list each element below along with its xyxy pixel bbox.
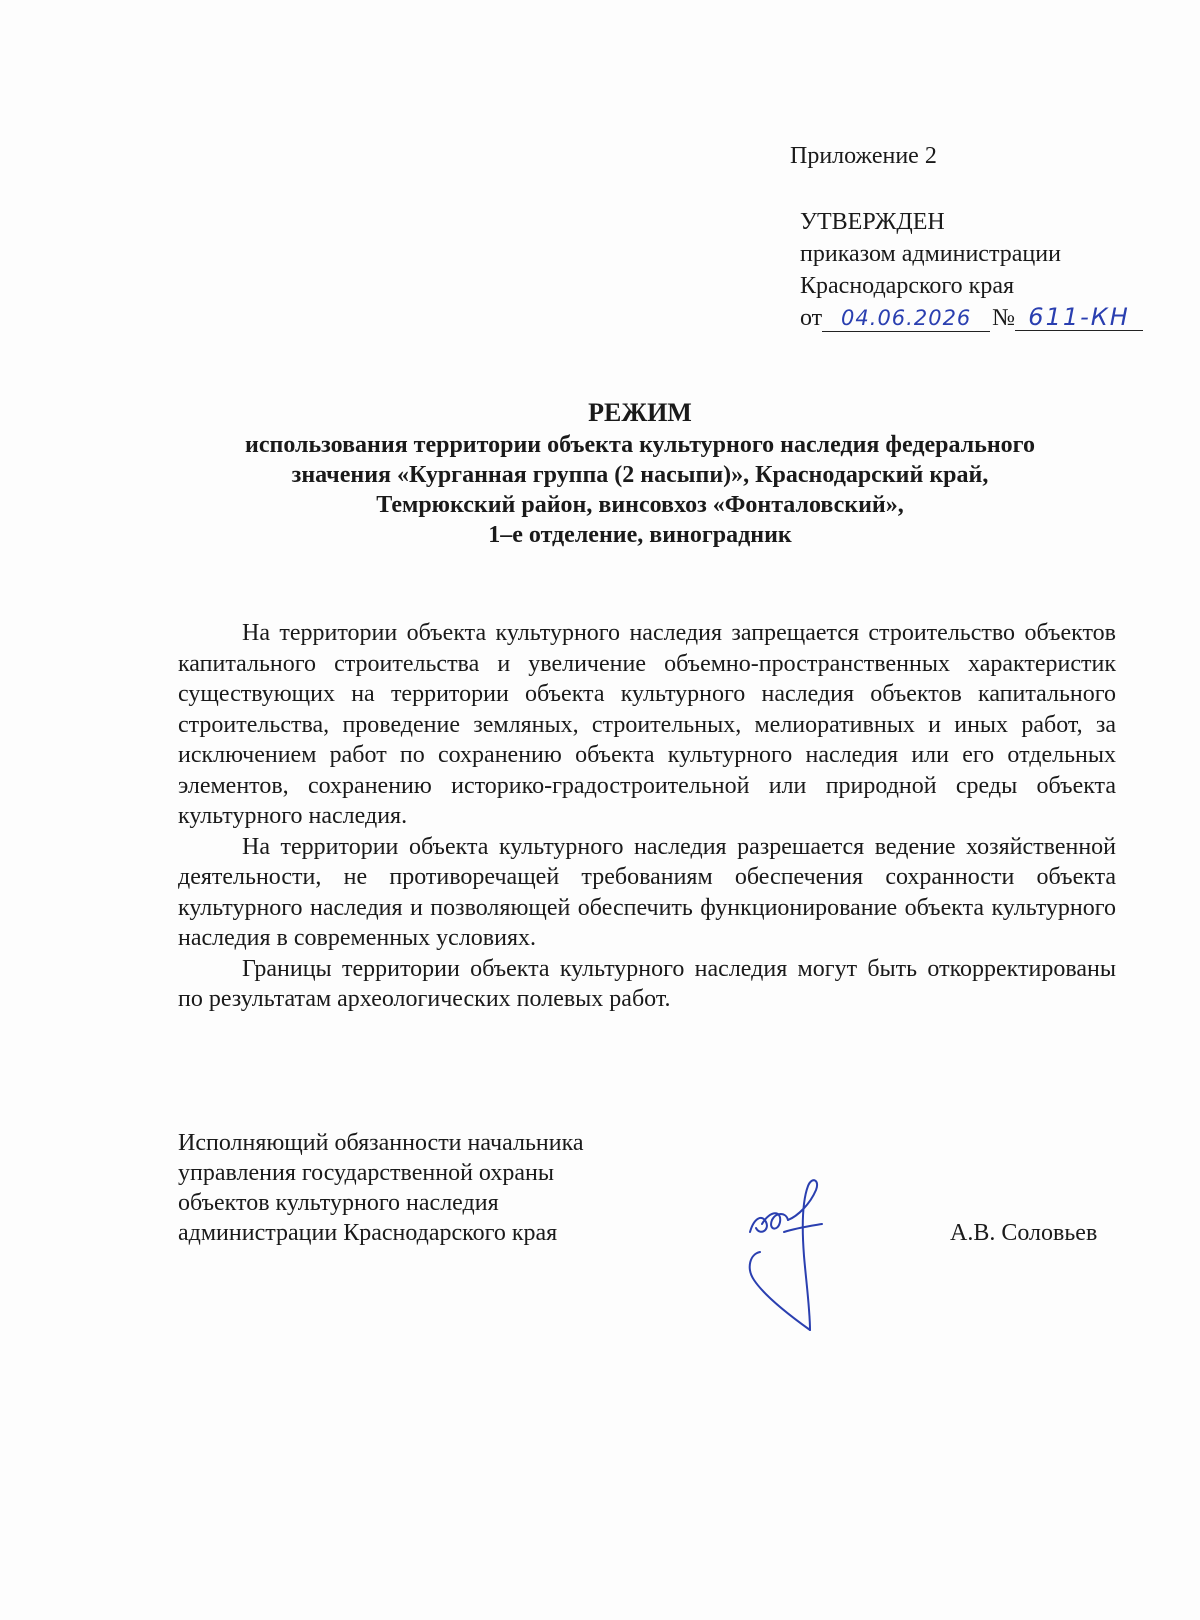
approval-date-number bbox=[800, 302, 1143, 334]
paragraph-2: На территории объекта культурного наследия разрешается ведение хозяйственной деятельности, не противоречащей требованиям обеспечения сохранности объекта культурного наследия и позволяющей обеспечить функционирование объекта культурного наследия в современных условиях. bbox=[178, 833, 1116, 951]
handwritten-number: 611-КН bbox=[1015, 304, 1143, 331]
handwritten-signature-icon bbox=[740, 1170, 850, 1340]
document-body bbox=[178, 618, 1116, 1015]
signatory-position bbox=[178, 1128, 584, 1248]
appendix-label: Приложение 2 bbox=[790, 143, 937, 169]
number-prefix: № bbox=[992, 305, 1016, 331]
approval-block bbox=[800, 206, 1143, 334]
approval-line-2: Краснодарского края bbox=[800, 273, 1015, 299]
from-prefix: от bbox=[800, 305, 823, 331]
paragraph-3: Границы территории объекта культурного наследия могут быть откорректированы по результатам археологических полевых работ. bbox=[178, 955, 1116, 1012]
signatory-line-3: объектов культурного наследия bbox=[178, 1190, 499, 1216]
title-line-1: использования территории объекта культурного наследия федерального bbox=[245, 432, 1035, 458]
document-title bbox=[170, 398, 1110, 550]
paragraph-1: На территории объекта культурного наследия запрещается строительство объектов капитального строительства и увеличение объемно-пространственных характеристик существующих на территории объекта культурного наследия объектов капитального строительства, проведение земляных, строительных, мелиоративных и иных работ, за исключением работ по сохранению объекта культурного наследия или его отдельных элементов, сохранению историко-градостроительной или природной среды объекта культурного наследия. bbox=[178, 620, 1116, 829]
signatory-line-1: Исполняющий обязанности начальника bbox=[178, 1130, 584, 1156]
title-line-2: значения «Курганная группа (2 насыпи)», Краснодарский край, bbox=[291, 462, 989, 488]
approval-line-1: приказом администрации bbox=[800, 241, 1061, 267]
title-line-3: Темрюкский район, винсовхоз «Фонталовский», bbox=[376, 492, 904, 518]
handwritten-date: 04.06.2026 bbox=[822, 305, 990, 332]
approval-title: УТВЕРЖДЕН bbox=[800, 209, 945, 235]
title-main: РЕЖИМ bbox=[588, 398, 692, 427]
signatory-line-4: администрации Краснодарского края bbox=[178, 1220, 558, 1246]
title-line-4: 1–е отделение, виноградник bbox=[488, 522, 792, 548]
signatory-line-2: управления государственной охраны bbox=[178, 1160, 554, 1186]
signer-name: А.В. Соловьев bbox=[950, 1220, 1098, 1246]
